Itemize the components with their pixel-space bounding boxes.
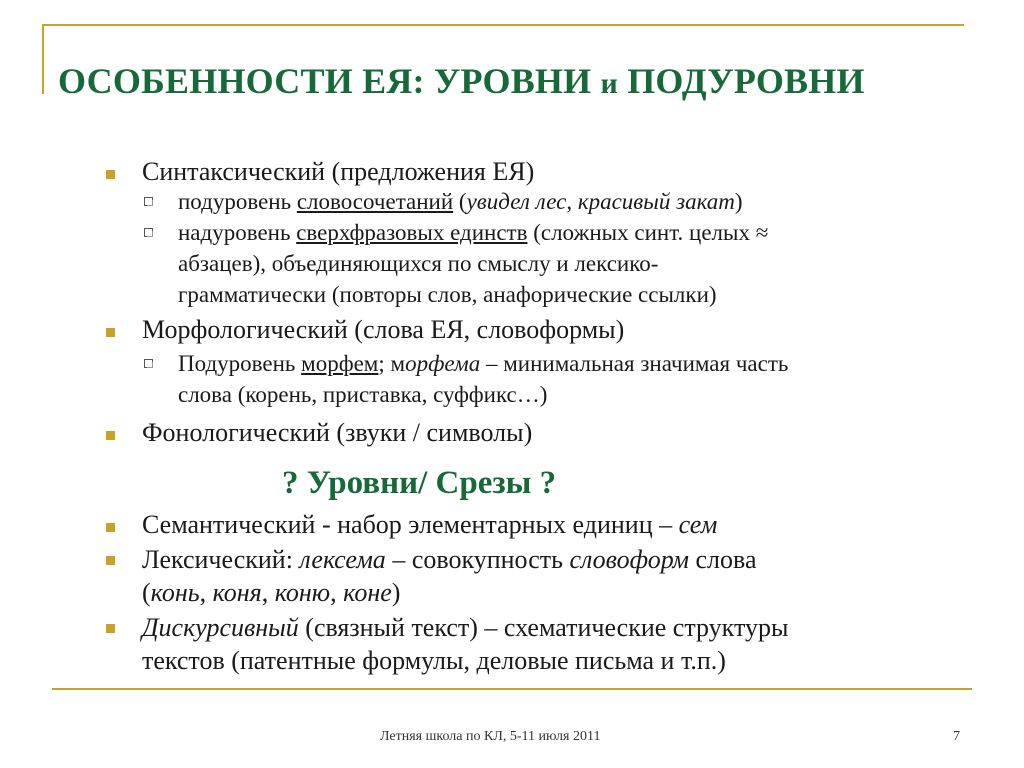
frame-left-line [42,24,44,94]
bullet-phonology: Фонологический (звуки / символы) [142,418,532,448]
square-bullet-icon [106,328,115,337]
bullet-semantic: Семантический - набор элементарных единиц – сем [142,510,717,540]
bullet-syntax: Синтаксический (предложения ЕЯ) [142,157,534,187]
bullet-discourse: Дискурсивный (связный текст) – схематические структуры текстов (патентные формулы, деловые письма и т.п.) [142,611,788,677]
sub-bullet-phrases: подуровень словосочетаний (увидел лес, красивый закат) [178,186,743,217]
page-number: 7 [953,729,960,744]
square-bullet-icon [106,624,115,633]
hollow-square-bullet-icon [144,228,153,237]
bullet-morphology: Морфологический (слова ЕЯ, словоформы) [142,315,624,345]
levels-question-heading: ? Уровни/ Срезы ? [282,465,557,501]
square-bullet-icon [106,170,115,179]
square-bullet-icon [106,431,115,440]
square-bullet-icon [106,523,115,532]
bullet-lexical: Лексический: лексема – совокупность словоформ слова (конь, коня, коню, коне) [142,543,757,609]
slide-title: ОСОБЕННОСТИ ЕЯ: УРОВНИ и ПОДУРОВНИ [58,61,865,101]
footer-divider [52,688,972,690]
hollow-square-bullet-icon [144,359,153,368]
hollow-square-bullet-icon [144,197,153,206]
frame-top-line [42,24,964,26]
footer-text: Летняя школа по КЛ, 5-11 июля 2011 [380,729,601,744]
sub-bullet-morphemes: Подуровень морфем; морфема – минимальная значимая часть слова (корень, приставка, суффикс…) [178,348,788,410]
square-bullet-icon [106,556,115,565]
sub-bullet-superphrasal: надуровень сверхфразовых единств (сложных синт. целых ≈ абзацев), объединяющихся по смыслу и лексико- грамматически (повторы слов, анафорические ссылки) [178,217,768,310]
